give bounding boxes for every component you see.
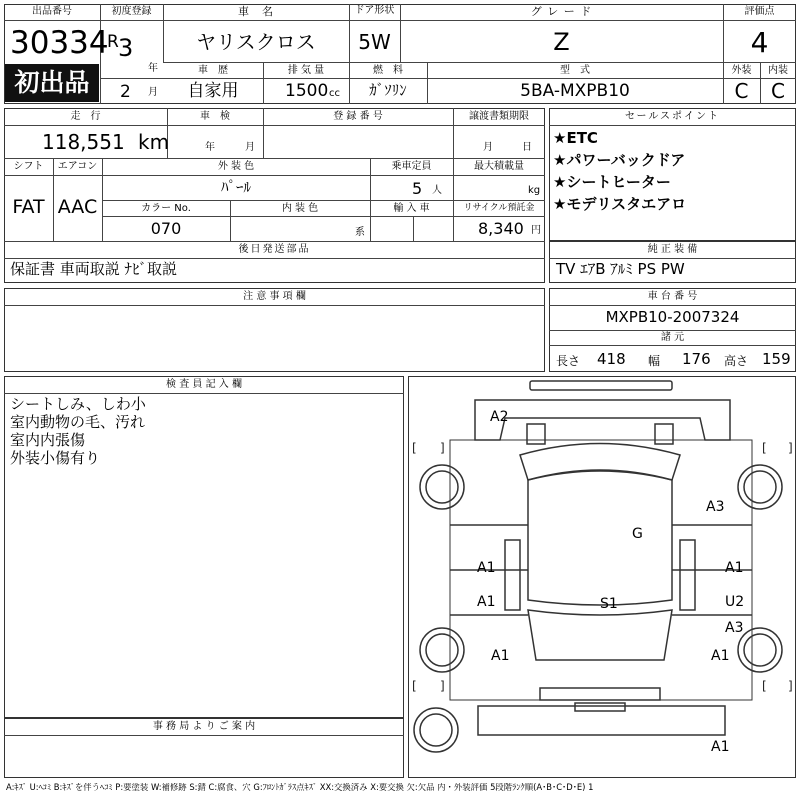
- equipment-value: TV ｴｱB ｱﾙﾐ PS PW: [556, 260, 685, 278]
- history-label: 車 歴: [198, 65, 228, 76]
- lot-number: 30334: [10, 25, 109, 61]
- svg-text:[: [: [762, 679, 767, 693]
- damage-mark: G: [632, 526, 643, 542]
- damage-mark: A3: [706, 499, 725, 515]
- car-name-label: 車 名: [238, 5, 274, 18]
- era-year: 3: [118, 34, 134, 62]
- ac-label: エアコン: [57, 161, 98, 172]
- height-value: 159: [762, 350, 791, 368]
- door-type-label: ドア形状: [354, 5, 395, 16]
- equipment-label: 純 正 装 備: [647, 244, 698, 255]
- inspector-comment: 外装小傷有り: [10, 449, 101, 467]
- inspector-comment: 室内内張傷: [10, 431, 86, 449]
- car-name: ヤリスクロス: [196, 30, 316, 54]
- score: 4: [750, 26, 769, 59]
- later-parts-value: 保証書 車両取説 ﾅﾋﾞ取説: [10, 260, 178, 278]
- model-label: 型 式: [560, 65, 590, 76]
- damage-mark: A1: [477, 560, 496, 576]
- exterior-grade-label: 外装: [731, 65, 752, 76]
- svg-text:[: [: [412, 679, 417, 693]
- legend-text: A:ｷｽﾞ U:ﾍｺﾐ B:ｷｽﾞを伴うﾍｺﾐ P:要塗装 W:補修跡 S:錆 C:腐食、穴 G:ﾌﾛﾝﾄｶﾞﾗｽ点ｷｽﾞ XX:交換済み X:要交換 欠:欠品 内・外装評価 5段階ﾗﾝｸ順(A･B･C･D･E) 1: [6, 783, 594, 792]
- interior-grade: C: [771, 79, 785, 103]
- later-parts-label: 後日発送部品: [238, 244, 311, 255]
- svg-text:]: ]: [440, 679, 445, 693]
- first-registration-label: 初度登録: [111, 6, 152, 17]
- registration-number-label: 登 録 番 号: [333, 111, 383, 122]
- score-label: 評価点: [744, 6, 775, 17]
- model-code: 5BA-MXPB10: [520, 81, 630, 101]
- inspection-year-unit: 年: [205, 142, 215, 153]
- length-label: 長さ: [556, 354, 581, 368]
- interior-color-label: 内 装 色: [281, 203, 319, 214]
- exterior-grade: C: [734, 79, 749, 103]
- sales-point-item: ★パワーバックドア: [553, 151, 686, 169]
- car-diagram: [408, 376, 796, 778]
- inspection-month-unit: 月: [245, 142, 255, 153]
- ac: AAC: [57, 196, 98, 218]
- exterior-color: ﾊﾟｰﾙ: [220, 178, 251, 196]
- damage-mark: A1: [477, 594, 496, 610]
- sales-point-item: ★ETC: [553, 129, 598, 147]
- era-letter: R: [107, 32, 119, 52]
- import-car-label: 輸 入 車: [393, 203, 430, 214]
- shift: FAT: [12, 196, 45, 218]
- fuel-label: 燃 料: [373, 65, 403, 76]
- dimensions-label: 諸 元: [660, 332, 685, 343]
- svg-text:[: [: [412, 441, 417, 455]
- mileage-label: 走 行: [70, 111, 101, 122]
- inspector-comment: シートしみ、しわ小: [10, 395, 146, 413]
- grade-label: グ レ ー ド: [530, 5, 593, 18]
- svg-text:]: ]: [788, 679, 793, 693]
- transfer-month-unit: 月: [483, 142, 493, 153]
- transfer-day-unit: 日: [522, 142, 532, 153]
- svg-text:]: ]: [788, 441, 793, 455]
- history: 自家用: [187, 81, 239, 101]
- exterior-color-label: 外 装 色: [217, 161, 255, 172]
- first-listing-badge: 初出品: [5, 64, 99, 102]
- inspector-label: 検 査 員 記 入 欄: [166, 379, 242, 390]
- load-unit: kg: [528, 185, 541, 196]
- color-number: 070: [150, 219, 182, 238]
- interior-color-unit: 系: [355, 227, 365, 238]
- lot-number-label: 出品番号: [32, 6, 72, 17]
- door-type: 5W: [358, 30, 391, 54]
- displacement-unit: cc: [329, 88, 340, 99]
- inspection-label: 車 検: [200, 111, 230, 122]
- mileage: 118,551: [42, 130, 125, 154]
- shift-label: シフト: [13, 161, 44, 172]
- max-load-label: 最大積載量: [474, 161, 524, 172]
- displacement-label: 排 気 量: [287, 65, 325, 76]
- capacity-label: 乗車定員: [391, 161, 432, 172]
- length-value: 418: [597, 350, 626, 368]
- damage-mark: A1: [711, 739, 730, 755]
- svg-text:[: [: [762, 441, 767, 455]
- damage-mark: A2: [490, 409, 509, 425]
- sales-points-label: セールスポイント: [624, 111, 721, 122]
- interior-grade-label: 内装: [768, 65, 788, 76]
- chassis-number-label: 車 台 番 号: [647, 291, 698, 302]
- width-label: 幅: [648, 354, 661, 368]
- svg-text:]: ]: [440, 441, 445, 455]
- height-label: 高さ: [724, 354, 749, 368]
- damage-mark: A1: [711, 648, 730, 664]
- width-value: 176: [682, 350, 711, 368]
- month-unit: 月: [148, 87, 158, 98]
- displacement: 1500: [285, 81, 329, 101]
- year-unit: 年: [148, 63, 158, 74]
- sales-point-item: ★シートヒーター: [553, 173, 671, 191]
- damage-mark: A3: [725, 620, 744, 636]
- capacity: 5: [412, 179, 423, 198]
- damage-mark: S1: [600, 596, 618, 612]
- mileage-unit: km: [138, 130, 170, 154]
- recycle-deposit-label: リサイクル預託金: [463, 203, 535, 213]
- transfer-deadline-label: 譲渡書類期限: [469, 111, 529, 122]
- damage-mark: U2: [725, 594, 745, 610]
- sales-point-item: ★モデリスタエアロ: [553, 195, 687, 213]
- damage-mark: A1: [491, 648, 510, 664]
- office-label: 事 務 局 よ り ご 案 内: [152, 721, 256, 732]
- month: 2: [120, 82, 131, 102]
- capacity-unit: 人: [432, 185, 442, 196]
- grade: Z: [553, 28, 570, 56]
- damage-mark: A1: [725, 560, 744, 576]
- chassis-number: MXPB10-2007324: [605, 308, 740, 326]
- notes-label: 注 意 事 項 欄: [243, 291, 306, 302]
- inspector-comment: 室内動物の毛、汚れ: [10, 413, 146, 431]
- fuel: ｶﾞｿﾘﾝ: [369, 81, 407, 99]
- color-number-label: カラー No.: [141, 203, 191, 214]
- recycle-deposit: 8,340: [478, 219, 524, 238]
- recycle-unit: 円: [531, 225, 541, 236]
